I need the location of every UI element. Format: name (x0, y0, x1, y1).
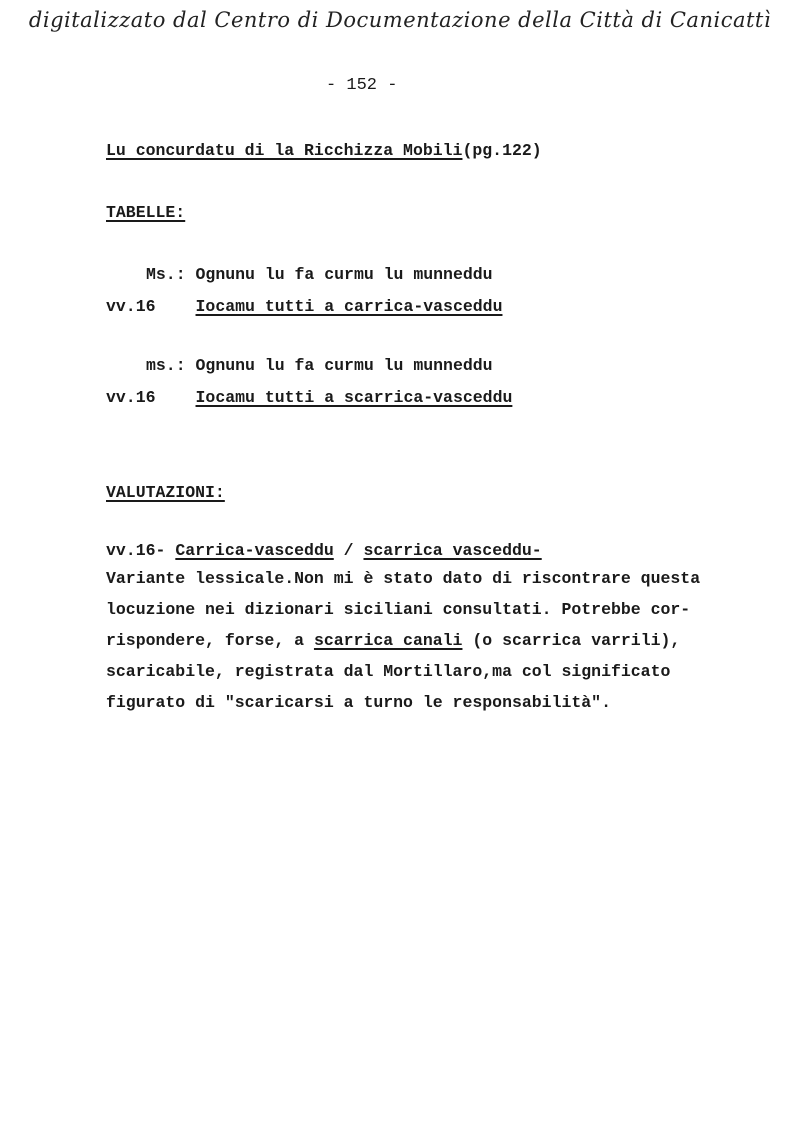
body-line-3-post: (o scarrica varrili), (462, 631, 681, 650)
title-text: Lu concurdatu di la Ricchizza Mobili (106, 141, 463, 160)
entry-2-line-1 (146, 358, 493, 375)
entry-2-verse-label: vv.16 (106, 388, 156, 407)
entry-1-verse-label: vv.16 (106, 297, 156, 316)
body-line-1: Variante lessicale.Non mi è stato dato di riscontrare questa (106, 569, 701, 588)
valutazioni-heading (106, 485, 225, 502)
entry-2-line-2 (106, 390, 512, 407)
body-line-3-term: scarrica canali (313, 631, 463, 650)
entry-1-text-1: Ognunu lu fa curmu lu munneddu (195, 265, 493, 284)
entry-1-line-1 (146, 267, 493, 284)
title-page-ref: (pg.122) (462, 141, 542, 160)
entry-1-text-2: Iocamu tutti a carrica-vasceddu (195, 297, 503, 316)
tabelle-heading (106, 205, 185, 222)
digitization-note: digitalizzato dal Centro di Documentazione della Città di Canicattì (28, 8, 772, 32)
entry-1-line-2 (106, 299, 502, 316)
document-title (106, 143, 542, 160)
entry-2-text-2: Iocamu tutti a scarrica-vasceddu (195, 388, 513, 407)
valutazioni-term-1: Carrica-vasceddu (175, 541, 334, 560)
valutazioni-terms (106, 543, 542, 560)
body-line-3-pre: rispondere, forse, a (106, 631, 314, 650)
valutazioni-verse-ref: vv.16- (106, 541, 166, 560)
body-line-2: locuzione nei dizionari siciliani consultati. Potrebbe cor- (106, 600, 691, 619)
entry-1-label: Ms.: (146, 265, 186, 284)
body-line-4: scaricabile, registrata dal Mortillaro,ma col significato (106, 662, 671, 681)
entry-2-text-1: Ognunu lu fa curmu lu munneddu (195, 356, 493, 375)
body-line-5: figurato di "scaricarsi a turno le responsabilità". (106, 693, 611, 712)
valutazioni-term-2: scarrica vasceddu- (363, 541, 542, 560)
tabelle-heading-text: TABELLE: (106, 203, 186, 222)
page-number: - 152 - (326, 76, 398, 95)
valutazioni-slash: / (343, 541, 354, 560)
valutazioni-heading-text: VALUTAZIONI: (106, 483, 225, 502)
entry-2-label: ms.: (146, 356, 186, 375)
body-line-3 (106, 633, 680, 650)
